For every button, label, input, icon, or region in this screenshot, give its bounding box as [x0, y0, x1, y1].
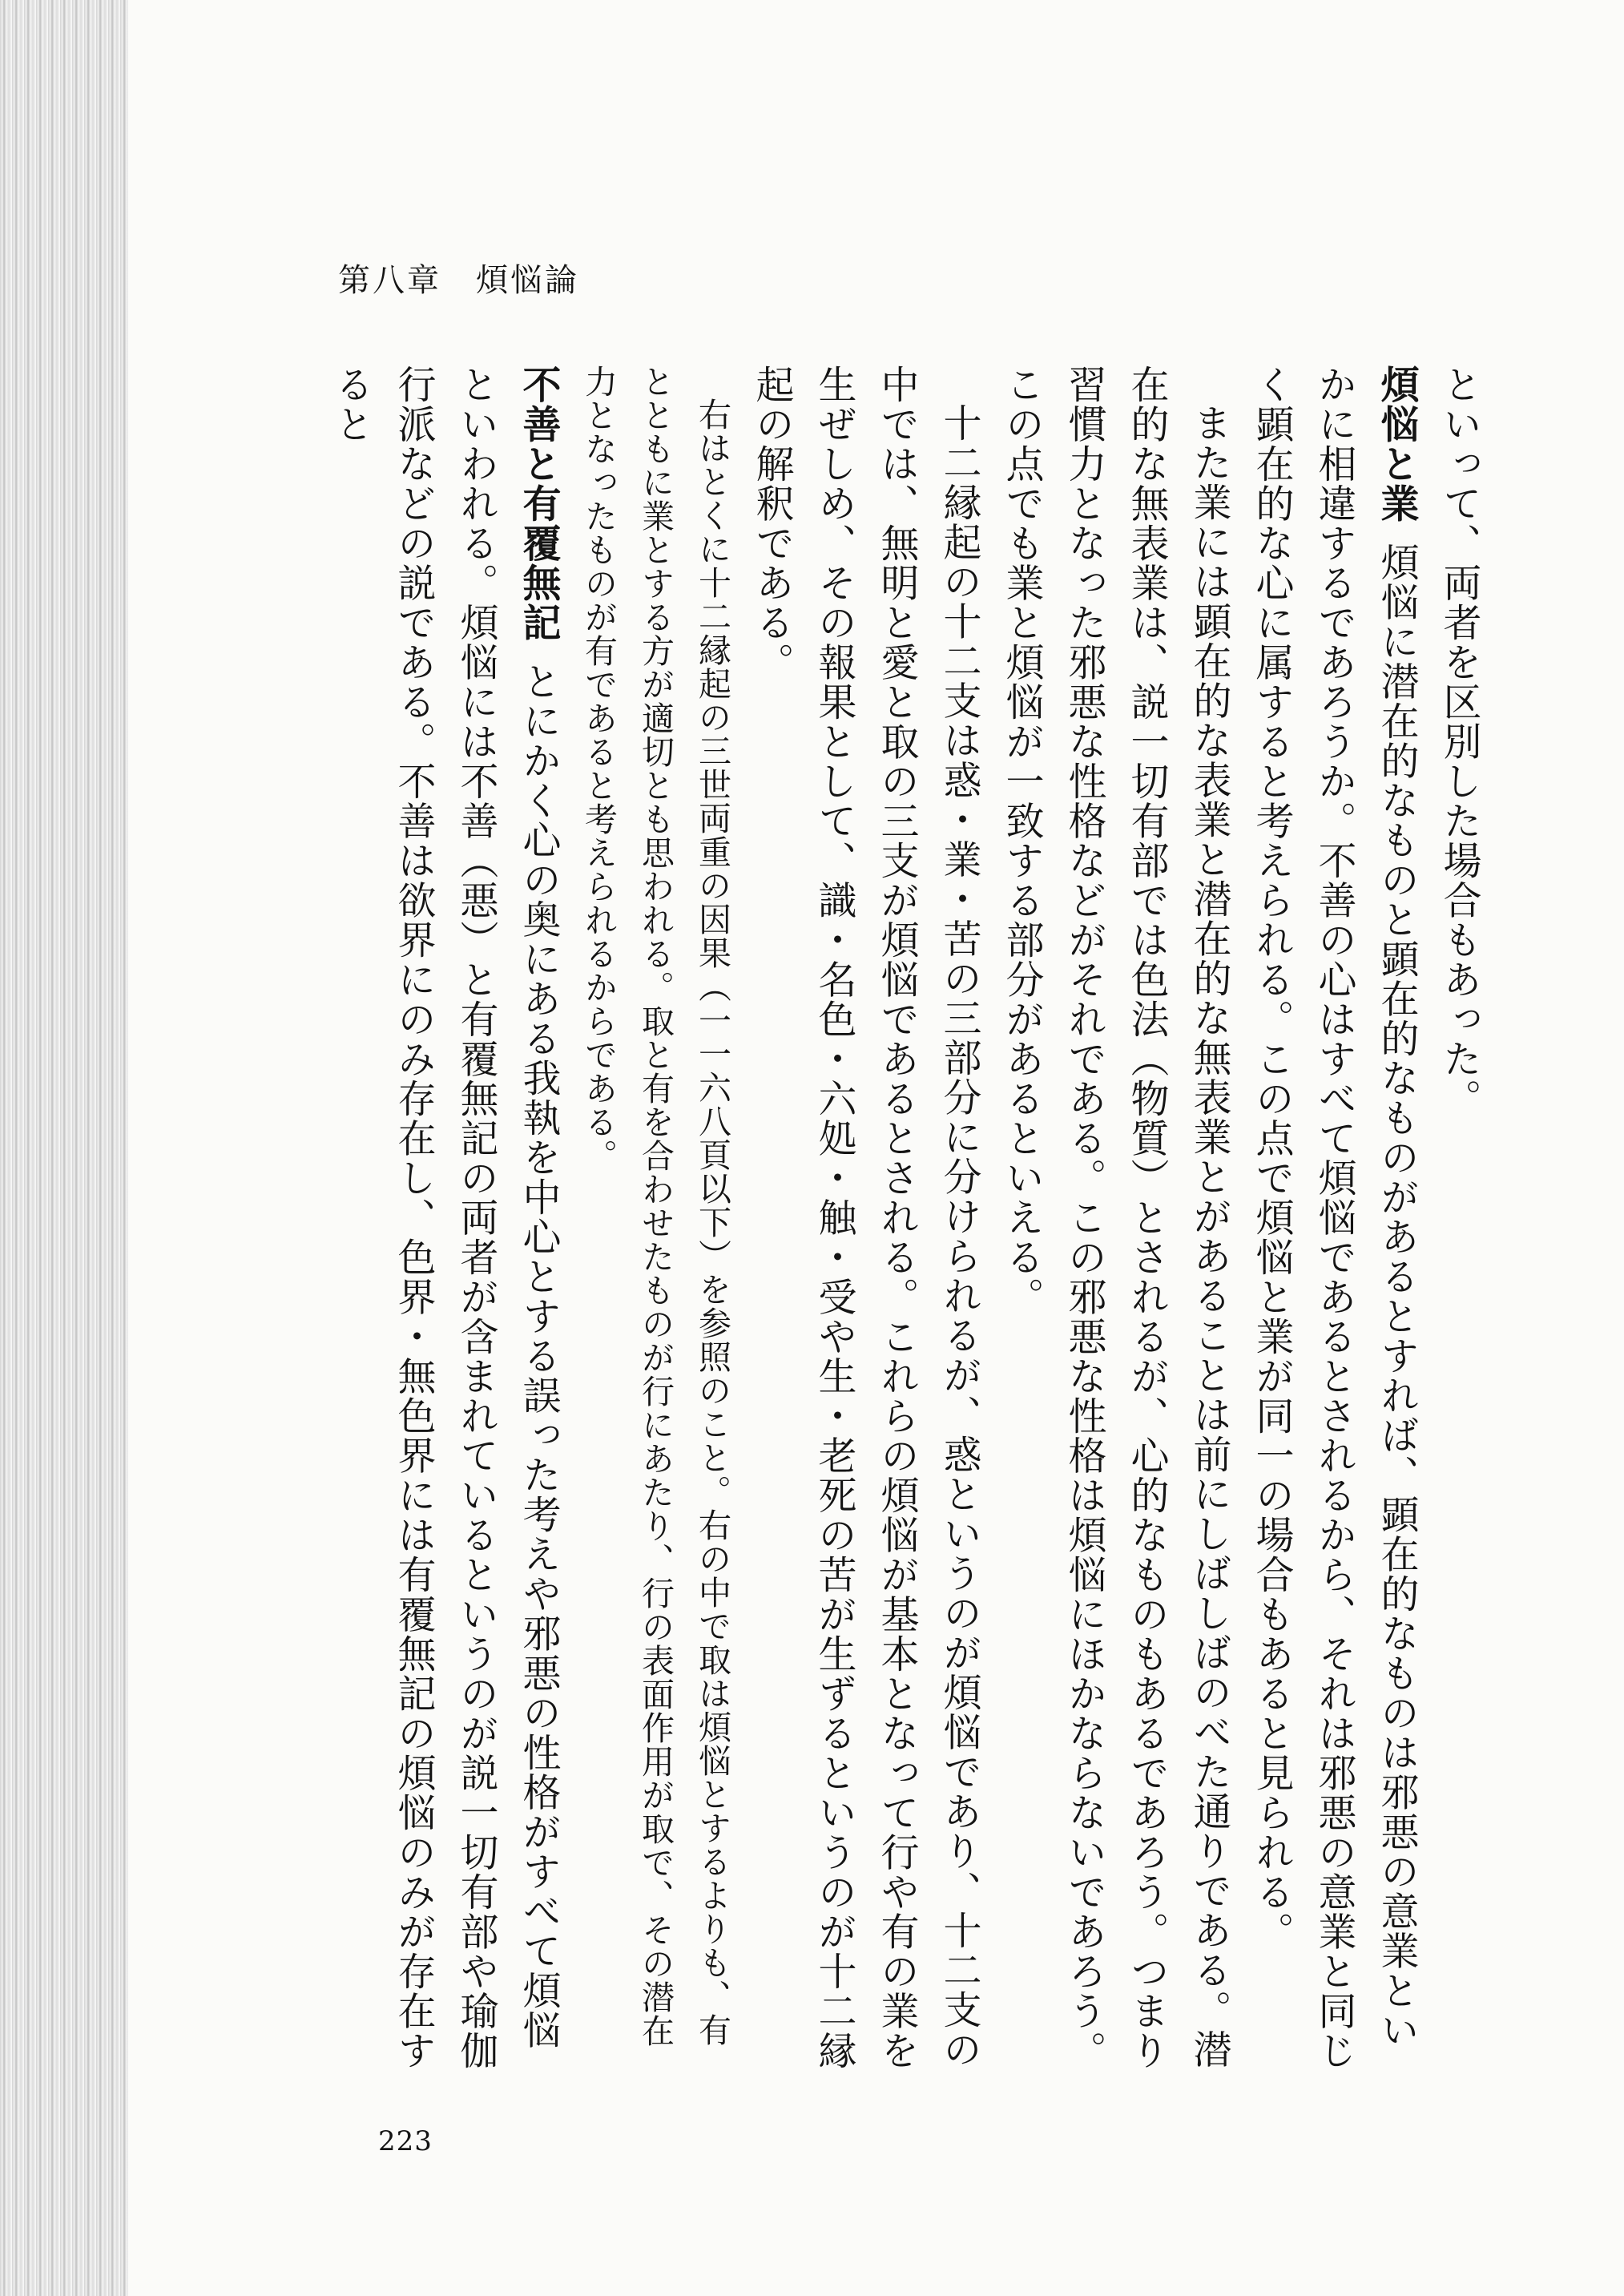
- paragraph-text: といって、両者を区別した場合もあった。: [1437, 365, 1481, 1119]
- section-heading-bonno-to-go: 煩悩と業: [1374, 365, 1419, 523]
- paragraph-1: [1428, 365, 1490, 2076]
- paragraph-6: [320, 365, 570, 2076]
- paragraph-4: [740, 365, 990, 2076]
- note-paragraph: [570, 365, 740, 2076]
- book-binding-edge: [0, 0, 128, 2296]
- paragraph-text: 煩悩に潜在的なものと顕在的なものがあるとすれば、顕在的なものは邪悪の意業といかに相違するであろうか。不善の心はすべて煩悩であるとされるから、それは邪悪の意業と同じく顕在的な心に属すると考えられる。この点で煩悩と業が同一の場合もあると見られる。: [1249, 365, 1419, 2071]
- paragraph-text: 右はとくに十二縁起の三世両重の因果（一一六八頁以下）を参照のこと。右の中で取は煩悩とするよりも、有とともに業とする方が適切とも思われる。取と有を合わせたものが行にあたり、行の表面作用が取で、その潜在力となったものが有であると考えられるからである。: [579, 365, 731, 2048]
- section-heading-fuzen-to-ufuku-muki: 不善と有覆無記: [516, 365, 561, 643]
- running-head: 第八章 煩悩論: [338, 262, 579, 299]
- paragraph-2: [1240, 365, 1428, 2076]
- page-number: 223: [378, 2125, 433, 2157]
- paragraph-text: また業には顕在的な表業と潜在的な無表業とがあることは前にしばしばのべた通りである。潜在的な無表業は、説一切有部では色法（物質）とされるが、心的なものもあるであろう。つまり習慣力となった邪悪な性格などがそれである。この邪悪な性格は煩悩にほかならないであろう。この点でも業と煩悩が一致する部分があるといえる。: [999, 365, 1231, 2071]
- paragraph-text: とにかく心の奥にある我執を中心とする誤った考えや邪悪の性格がすべて煩悩といわれる。煩悩には不善（悪）と有覆無記の両者が含まれているというのが説一切有部や瑜伽行派などの説である。不善は欲界にのみ存在し、色界・無色界には有覆無記の煩悩のみが存在すると: [328, 365, 561, 2071]
- paragraph-3: [990, 365, 1240, 2076]
- vertical-text-body: [240, 365, 1490, 2076]
- paragraph-text: 十二縁起の十二支は惑・業・苦の三部分に分けられるが、惑というのが煩悩であり、十二支の中では、無明と愛と取の三支が煩悩であるとされる。これらの煩悩が基本となって行や有の業を生ぜしめ、その報果として、識・名色・六処・触・受や生・老死の苦が生ずるというのが十二縁起の解釈である。: [749, 365, 981, 2071]
